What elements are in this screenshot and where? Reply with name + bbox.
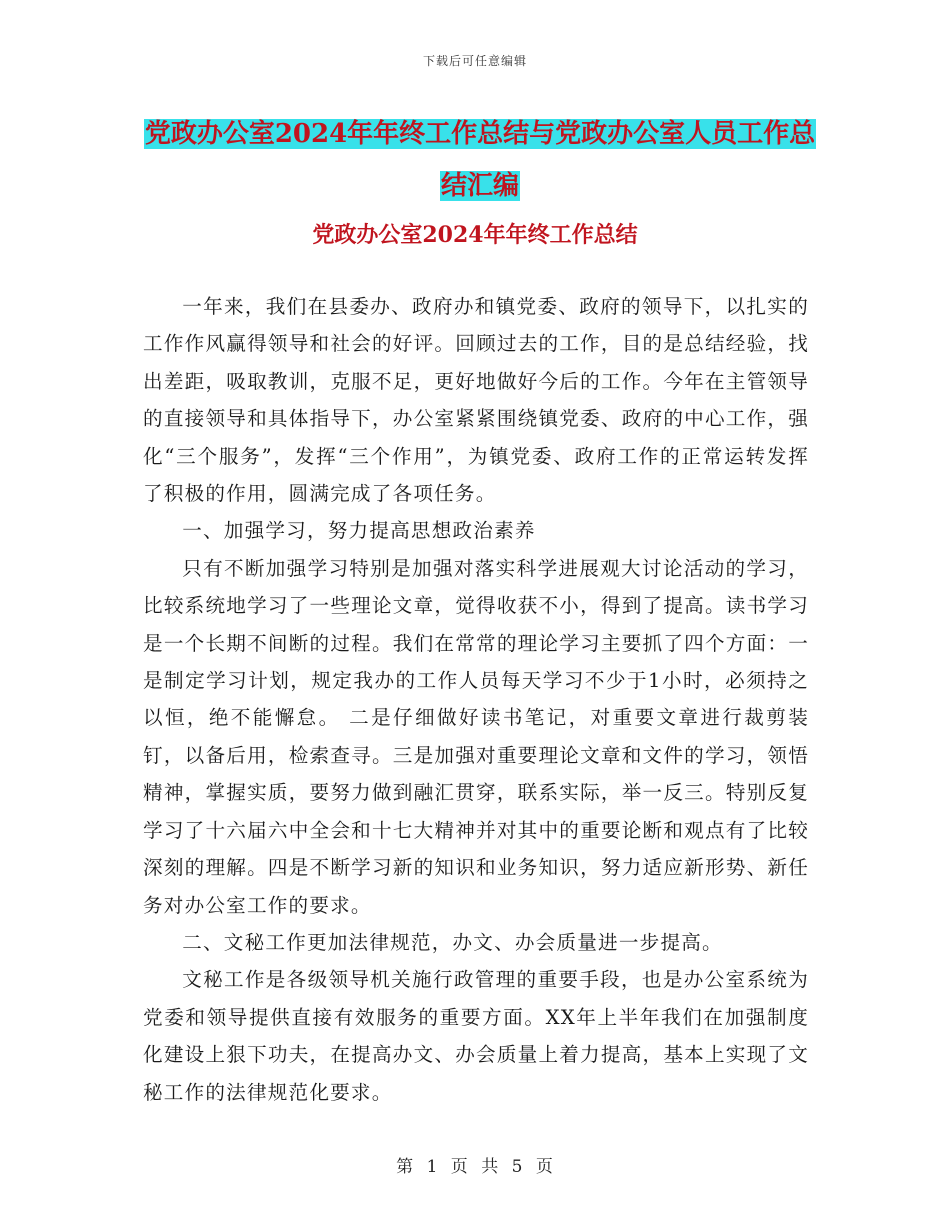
section-title: 党政办公室2024年年终工作总结 <box>312 222 638 248</box>
paragraph-intro: 一年来，我们在县委办、政府办和镇党委、政府的领导下，以扎实的工作作风赢得领导和社会的好评。回顾过去的工作，目的是总结经验，找出差距，吸取教训，克服不足，更好地做好今后的工作。今年在主管领导的直接领导和具体指导下，办公室紧紧围绕镇党委、政府的中心工作，强化“三个服务”，发挥“三个作用”，为镇党委、政府工作的正常运转发挥了积极的作用，圆满完成了各项任务。 <box>143 295 809 506</box>
paragraph-secretarial: 文秘工作是各级领导机关施行政管理的重要手段，也是办公室系统为党委和领导提供直接有效服务的重要方面。XX年上半年我们在加强制度化建设上狠下功夫，在提高办文、办会质量上着力提高，基本上实现了文秘工作的法律规范化要求。 <box>143 968 809 1104</box>
document-title <box>140 108 820 212</box>
heading-section-2: 二、文秘工作更加法律规范，办文、办会质量进一步提高。 <box>182 930 723 954</box>
heading-section-1: 一、加强学习，努力提高思想政治素养 <box>182 519 536 543</box>
page-number: 第 1 页 共 5 页 <box>396 1157 554 1177</box>
page-header-note: 下载后可任意编辑 <box>422 54 527 68</box>
document-title-text: 党政办公室2024年年终工作总结与党政办公室人员工作总结汇编 <box>144 119 816 201</box>
paragraph-study: 只有不断加强学习特别是加强对落实科学进展观大讨论活动的学习，比较系统地学习了一些理论文章，觉得收获不小，得到了提高。读书学习是一个长期不间断的过程。我们在常常的理论学习主要抓了四个方面：一是制定学习计划，规定我办的工作人员每天学习不少于1小时，必须持之以恒，绝不能懈怠。 二是仔细做好读书笔记，对重要文章进行裁剪装钉，以备后用，检索查寻。三是加强对重要理论文章和文件的学习，领悟精神，掌握实质，要努力做到融汇贯穿，联系实际，举一反三。特别反复学习了十六届六中全会和十七大精神并对其中的重要论断和观点有了比较深刻的理解。四是不断学习新的知识和业务知识，努力适应新形势、新任务对办公室工作的要求。 <box>143 556 809 917</box>
document-body <box>143 288 809 1111</box>
